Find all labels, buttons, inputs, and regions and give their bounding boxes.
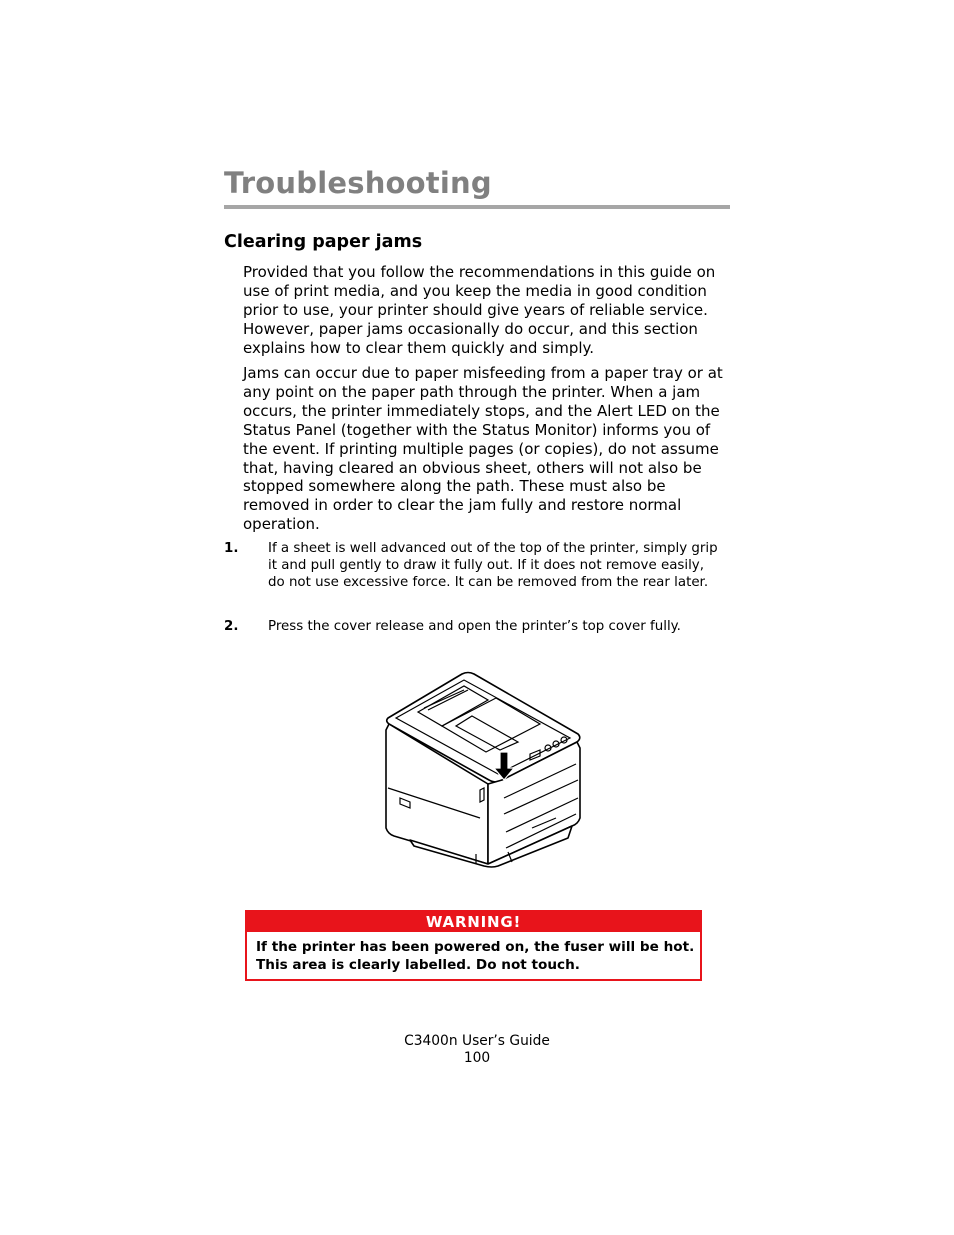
warning-message bbox=[247, 932, 700, 974]
page-number: 100 bbox=[463, 1050, 491, 1066]
warning-box bbox=[245, 910, 702, 981]
title-rule bbox=[224, 205, 730, 209]
printer-icon bbox=[380, 668, 590, 868]
step-number: 2. bbox=[224, 619, 239, 634]
intro-paragraph: Provided that you follow the recommendations in this guide on use of print media, and you keep the media in good condition prior to use, your printer should give years of reliable service. However, paper jams occasionally do occur, and this section explains how to clear them quickly and simply. bbox=[243, 263, 716, 357]
step-number: 1. bbox=[224, 541, 239, 556]
step-text: Press the cover release and open the printer’s top cover fully. bbox=[268, 619, 681, 634]
step-text: If a sheet is well advanced out of the top of the printer, simply grip it and pull gently to draw it fully out. If it does not remove easily, do not use excessive force. It can be removed from the rear later. bbox=[268, 541, 718, 591]
warning-label: WARNING! bbox=[247, 912, 700, 932]
warning-line: If the printer has been powered on, the fuser will be hot. bbox=[256, 939, 695, 955]
footer-guide-title: C3400n User’s Guide bbox=[404, 1033, 550, 1049]
warning-line: This area is clearly labelled. Do not touch. bbox=[256, 957, 580, 973]
printer-illustration bbox=[380, 668, 590, 868]
page-title: Troubleshooting bbox=[224, 166, 492, 200]
jams-paragraph: Jams can occur due to paper misfeeding from a paper tray or at any point on the paper path through the printer. When a jam occurs, the printer immediately stops, and the Alert LED on the Status Panel (together with the Status Monitor) informs you of the event. If printing multiple pages (or copies), do not assume that, having cleared an obvious sheet, others will not also be stopped somewhere along the path. These must also be removed in order to clear the jam fully and restore normal operation. bbox=[243, 364, 723, 534]
section-heading: Clearing paper jams bbox=[224, 232, 423, 252]
